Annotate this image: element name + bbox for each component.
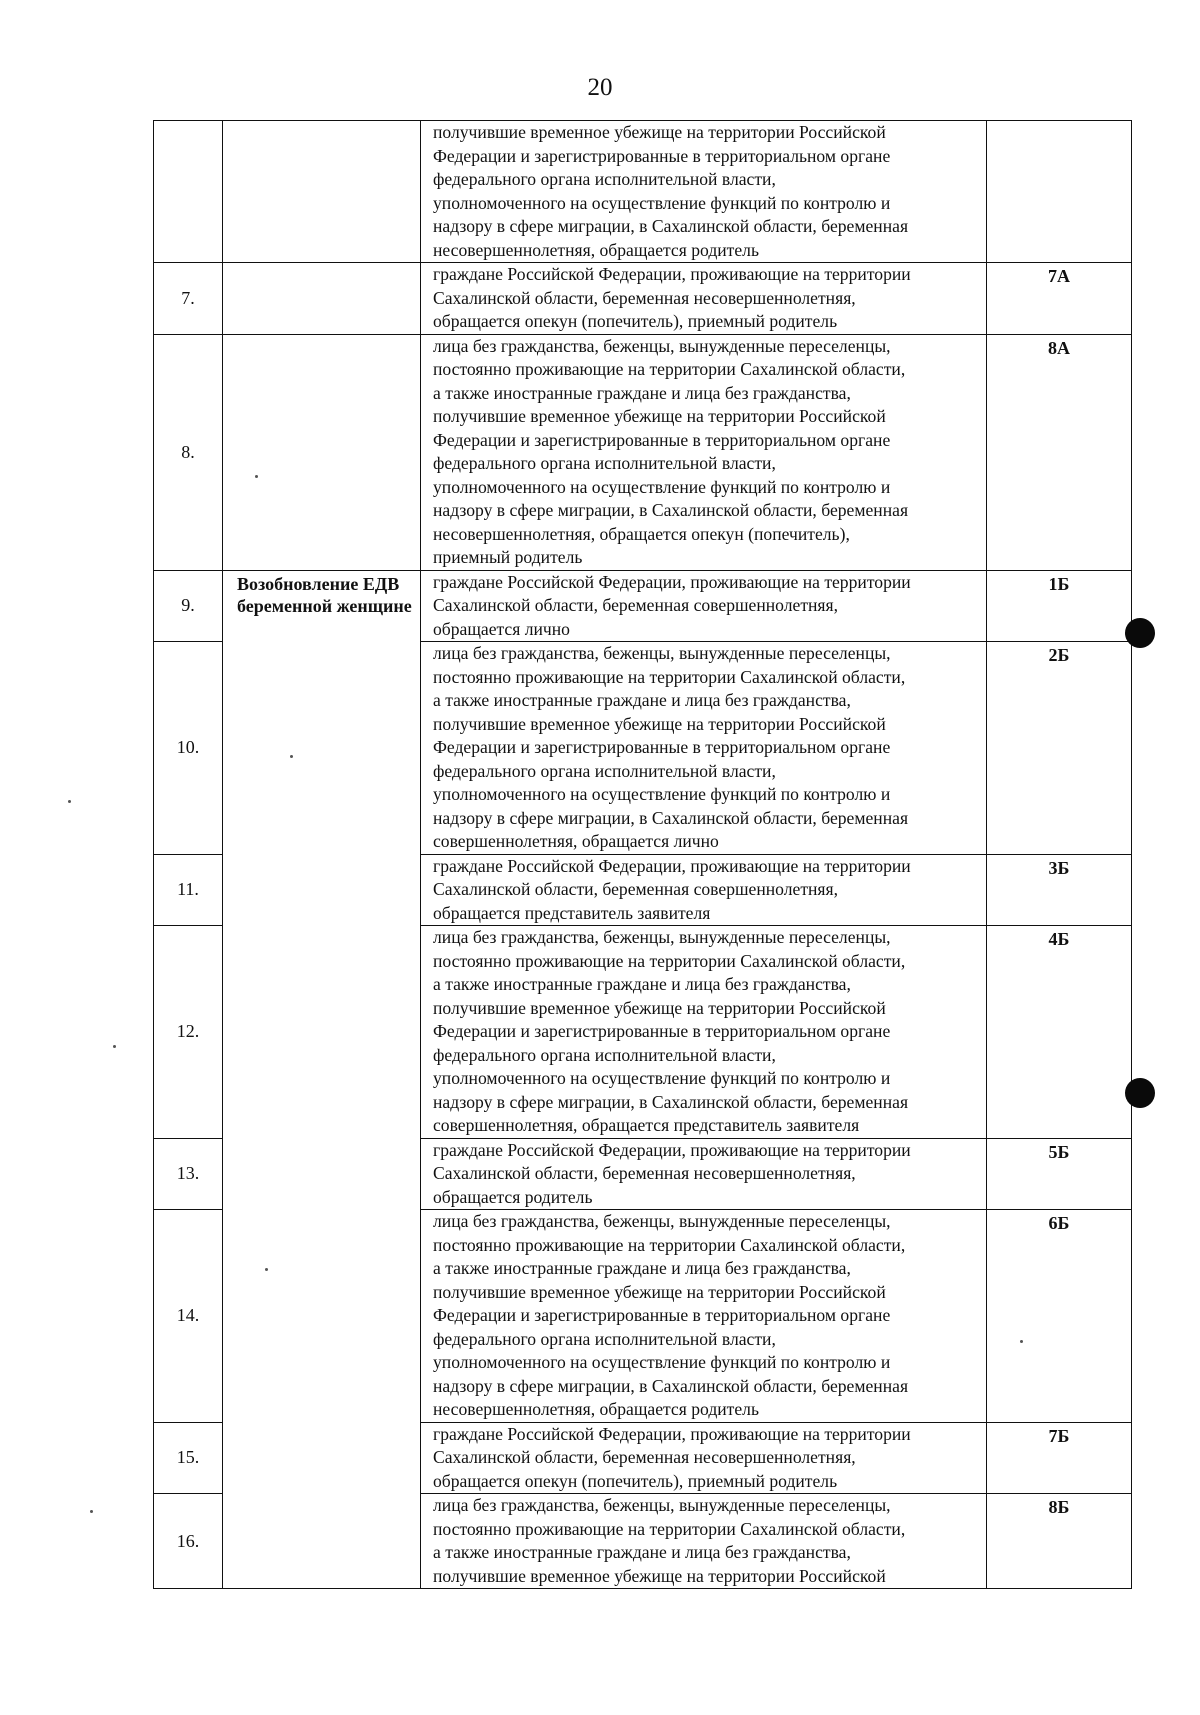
category-code: 4Б <box>987 926 1132 1139</box>
text-line: получившие временное убежище на территории Российской <box>433 1565 886 1586</box>
table-row <box>154 334 1132 570</box>
punch-hole-mark <box>1125 1078 1155 1108</box>
text-line: лица без гражданства, беженцы, вынужденные переселенцы, <box>433 927 891 947</box>
row-number <box>154 121 223 263</box>
category-code: 3Б <box>987 854 1132 926</box>
text-line: постоянно проживающие на территории Сахалинской области, <box>433 1518 906 1539</box>
applicant-description <box>421 642 987 855</box>
row-number: 8. <box>154 334 223 570</box>
text-line: несовершеннолетняя, обращается опекун (попечитель), <box>433 523 850 544</box>
row-number: 14. <box>154 1210 223 1423</box>
category-code <box>987 121 1132 263</box>
scan-speck <box>113 1045 116 1048</box>
row-number: 11. <box>154 854 223 926</box>
text-line: получившие временное убежище на территории Российской <box>433 997 886 1018</box>
text-line: надзору в сфере миграции, в Сахалинской области, беременная <box>433 807 909 828</box>
text-line: надзору в сфере миграции, в Сахалинской области, беременная <box>433 1375 909 1396</box>
text-line: лица без гражданства, беженцы, вынужденные переселенцы, <box>433 643 891 663</box>
text-line: постоянно проживающие на территории Сахалинской области, <box>433 666 906 687</box>
text-line: Федерации и зарегистрированные в территориальном органе <box>433 1021 891 1041</box>
punch-hole-mark <box>1125 618 1155 648</box>
text-line: обращается представитель заявителя <box>433 902 711 923</box>
text-line: получившие временное убежище на территории Российской <box>433 406 886 426</box>
category-code: 7Б <box>987 1422 1132 1494</box>
text-line: Сахалинской области, беременная несовершеннолетняя, <box>433 1447 856 1467</box>
text-line: уполномоченного на осуществление функций по контролю и <box>433 1352 891 1372</box>
row-number: 9. <box>154 570 223 642</box>
text-line: получившие временное убежище на территории Российской <box>433 1281 886 1302</box>
row-number: 10. <box>154 642 223 855</box>
text-line: совершеннолетняя, обращается лично <box>433 831 719 851</box>
scan-speck <box>255 475 258 478</box>
text-line: совершеннолетняя, обращается представитель заявителя <box>433 1115 860 1135</box>
document-table <box>153 120 1132 1589</box>
text-line: а также иностранные граждане и лица без гражданства, <box>433 974 851 994</box>
applicant-description <box>421 1494 987 1589</box>
text-line: граждане Российской Федерации, проживающие на территории <box>433 571 911 592</box>
text-line: получившие временное убежище на территории Российской <box>433 713 886 734</box>
page-number: 20 <box>587 74 613 101</box>
text-line: обращается лично <box>433 618 570 639</box>
applicant-description <box>421 926 987 1139</box>
table-row <box>154 121 1132 263</box>
row-number: 13. <box>154 1138 223 1210</box>
applicant-description <box>421 1422 987 1494</box>
text-line: лица без гражданства, беженцы, вынужденные переселенцы, <box>433 335 891 356</box>
text-line: Федерации и зарегистрированные в территориальном органе <box>433 429 891 450</box>
scan-speck <box>68 800 71 803</box>
text-line: постоянно проживающие на территории Сахалинской области, <box>433 950 906 971</box>
scan-speck <box>90 1510 93 1513</box>
text-line: федерального органа исполнительной власти, <box>433 1044 776 1065</box>
service-name: Возобновление ЕДВ беременной женщине <box>223 570 421 1589</box>
text-line: получившие временное убежище на территории Российской <box>433 122 886 142</box>
text-line: обращается родитель <box>433 1186 593 1207</box>
text-line: Сахалинской области, беременная совершеннолетняя, <box>433 879 839 899</box>
category-code: 6Б <box>987 1210 1132 1423</box>
scan-speck <box>1020 1340 1023 1343</box>
text-line: надзору в сфере миграции, в Сахалинской области, беременная <box>433 1091 909 1112</box>
text-line: а также иностранные граждане и лица без гражданства, <box>433 1542 851 1562</box>
text-line: граждане Российской Федерации, проживающие на территории <box>433 855 911 876</box>
category-code: 5Б <box>987 1138 1132 1210</box>
category-code: 8А <box>987 334 1132 570</box>
text-line: граждане Российской Федерации, проживающие на территории <box>433 1423 911 1444</box>
text-line: приемный родитель <box>433 547 583 567</box>
text-line: а также иностранные граждане и лица без гражданства, <box>433 382 851 403</box>
text-line: постоянно проживающие на территории Сахалинской области, <box>433 359 906 379</box>
scan-speck <box>290 755 293 758</box>
text-line: уполномоченного на осуществление функций по контролю и <box>433 192 891 213</box>
category-code: 1Б <box>987 570 1132 642</box>
text-line: уполномоченного на осуществление функций по контролю и <box>433 1068 891 1088</box>
text-line: уполномоченного на осуществление функций по контролю и <box>433 476 891 497</box>
category-code: 7А <box>987 263 1132 335</box>
text-line: федерального органа исполнительной власти, <box>433 1328 776 1349</box>
text-line: Сахалинской области, беременная несовершеннолетняя, <box>433 1163 856 1183</box>
applicant-description <box>421 854 987 926</box>
applicant-description <box>421 1138 987 1210</box>
category-code: 2Б <box>987 642 1132 855</box>
text-line: лица без гражданства, беженцы, вынужденные переселенцы, <box>433 1211 891 1231</box>
service-cell <box>223 263 421 335</box>
text-line: обращается опекун (попечитель), приемный родитель <box>433 1470 838 1491</box>
text-line: федерального органа исполнительной власти, <box>433 169 776 189</box>
text-line: уполномоченного на осуществление функций по контролю и <box>433 784 891 804</box>
text-line: несовершеннолетняя, обращается родитель <box>433 1399 759 1419</box>
applicant-description <box>421 334 987 570</box>
row-number: 15. <box>154 1422 223 1494</box>
text-line: Сахалинской области, беременная совершеннолетняя, <box>433 595 839 615</box>
row-number: 7. <box>154 263 223 335</box>
row-number: 16. <box>154 1494 223 1589</box>
table-row <box>154 263 1132 335</box>
text-line: Федерации и зарегистрированные в территориальном органе <box>433 1305 891 1325</box>
applicant-description <box>421 263 987 335</box>
text-line: федерального органа исполнительной власти, <box>433 760 776 781</box>
text-line: а также иностранные граждане и лица без гражданства, <box>433 1258 851 1278</box>
row-number: 12. <box>154 926 223 1139</box>
applicant-description <box>421 1210 987 1423</box>
applicant-description <box>421 570 987 642</box>
text-line: Сахалинской области, беременная несовершеннолетняя, <box>433 287 856 308</box>
table-row <box>154 570 1132 642</box>
text-line: надзору в сфере миграции, в Сахалинской области, беременная <box>433 500 909 520</box>
text-line: федерального органа исполнительной власти, <box>433 453 776 473</box>
text-line: граждане Российской Федерации, проживающие на территории <box>433 1139 911 1160</box>
applicant-description <box>421 121 987 263</box>
text-line: Федерации и зарегистрированные в территориальном органе <box>433 145 891 166</box>
category-code: 8Б <box>987 1494 1132 1589</box>
service-cell <box>223 121 421 263</box>
text-line: лица без гражданства, беженцы, вынужденные переселенцы, <box>433 1495 891 1515</box>
text-line: граждане Российской Федерации, проживающие на территории <box>433 264 911 284</box>
text-line: несовершеннолетняя, обращается родитель <box>433 239 759 260</box>
text-line: обращается опекун (попечитель), приемный родитель <box>433 311 838 331</box>
text-line: надзору в сфере миграции, в Сахалинской области, беременная <box>433 216 909 236</box>
text-line: а также иностранные граждане и лица без гражданства, <box>433 690 851 710</box>
scan-speck <box>265 1268 268 1271</box>
service-cell <box>223 334 421 570</box>
text-line: Федерации и зарегистрированные в территориальном органе <box>433 737 891 757</box>
text-line: постоянно проживающие на территории Сахалинской области, <box>433 1234 906 1255</box>
